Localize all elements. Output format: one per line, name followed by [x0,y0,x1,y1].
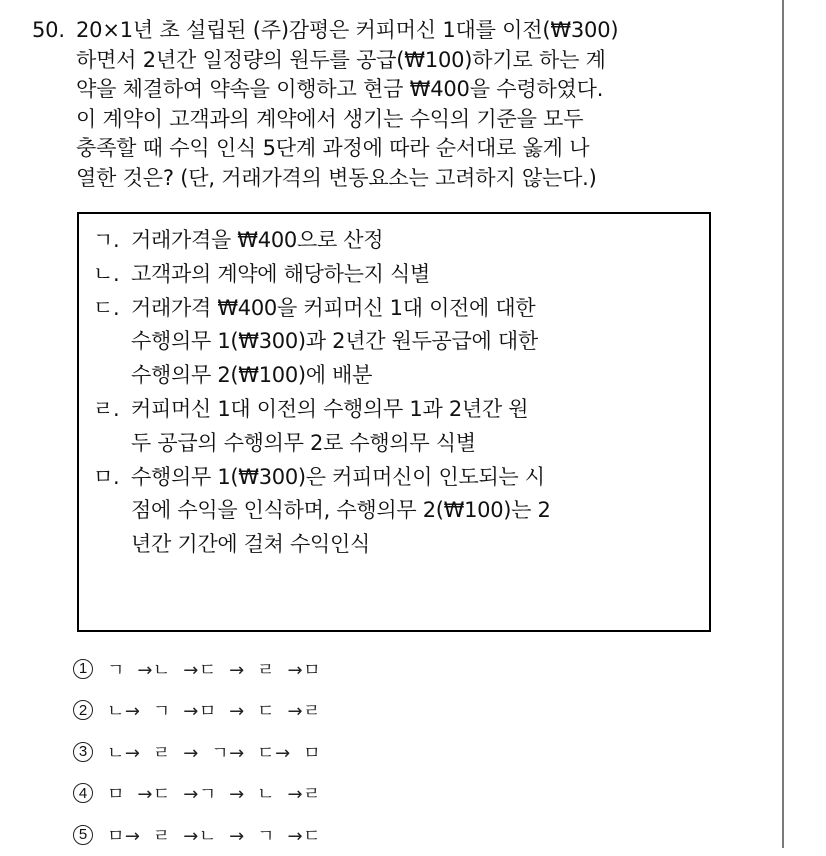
choice-sequence: ㅁ →ㄷ →ㄱ → ㄴ →ㄹ [107,784,321,806]
choice-number-circle: 2 [73,700,93,720]
choice-number-circle: 5 [73,825,93,845]
choice-sequence: ㄴ→ ㄹ → ㄱ→ ㄷ→ ㅁ [107,742,321,764]
choice-number-circle: 3 [73,742,93,762]
choice-4[interactable] [73,773,321,815]
statement-giyeok: ㄱ. 거래가격을 ₩400으로 산정 [93,224,699,258]
statement-rieul: ㄹ. 커피머신 1대 이전의 수행의무 1과 2년간 원 두 공급의 수행의무 2로 수행의무 식별 [93,393,699,461]
choice-sequence: ㅁ→ ㄹ →ㄴ → ㄱ →ㄷ [107,825,321,847]
statement-marker: ㅁ. [93,464,120,489]
statement-digeut: ㄷ. 거래가격 ₩400을 커피머신 1대 이전에 대한 수행의무 1(₩300)과 2년간 원두공급에 대한 수행의무 2(₩100)에 배분 [93,292,699,393]
question-line: 50. 20×1년 초 설립된 (주)감평은 커피머신 1대를 이전(₩300) [32,16,732,46]
page-column-divider [782,0,784,848]
statement-marker: ㄷ. [93,295,120,320]
choice-1[interactable] [73,648,321,690]
question-line: 이 계약이 고객과의 계약에서 생기는 수익의 기준을 모두 [76,106,584,131]
choice-3[interactable] [73,731,321,773]
choice-5[interactable] [73,814,321,856]
choice-number-circle: 4 [73,783,93,803]
statement-mieum: ㅁ. 수행의무 1(₩300)은 커피머신이 인도되는 시 점에 수익을 인식하며, 수행의무 2(₩100)는 2 년간 기간에 걸쳐 수익인식 [93,461,699,562]
statement-marker: ㄱ. [93,228,120,252]
question-line: 충족할 때 수익 인식 5단계 과정에 따라 순서대로 옳게 나 [76,136,590,160]
choice-sequence: ㄱ →ㄴ →ㄷ → ㄹ →ㅁ [107,659,321,681]
answer-choices [73,648,321,856]
question-stem [32,16,732,193]
choice-2[interactable] [73,690,321,732]
statement-marker: ㄴ. [93,261,120,286]
question-line: 약을 체결하여 약속을 이행하고 현금 ₩400을 수령하였다. [76,77,604,101]
choice-sequence: ㄴ→ ㄱ →ㅁ → ㄷ →ㄹ [107,701,321,723]
question-line: 열한 것은? (단, 거래가격의 변동요소는 고려하지 않는다.) [76,165,597,190]
statement-nieun: ㄴ. 고객과의 계약에 해당하는지 식별 [93,258,699,292]
statement-marker: ㄹ. [93,396,120,421]
choice-number-circle: 1 [73,659,93,679]
question-line: 하면서 2년간 일정량의 원두를 공급(₩100)하기로 하는 계 [76,47,606,72]
statements-box [77,212,711,632]
question-number: 50. [32,18,65,42]
